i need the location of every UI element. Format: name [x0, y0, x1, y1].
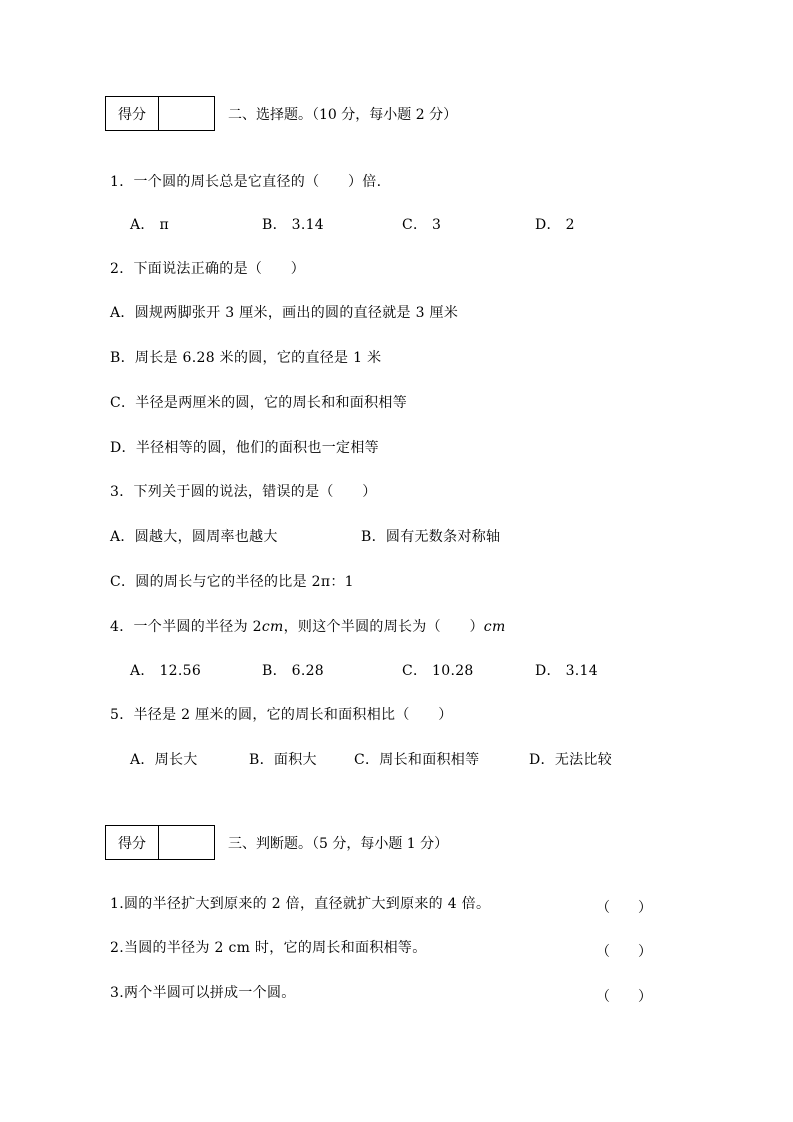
- score-box-section2: [105, 96, 215, 131]
- section2-title: 二、选择题。（10 分，每小题 2 分）: [228, 107, 458, 123]
- q3-option-c[interactable]: C．圆的周长与它的半径的比是 2π：1: [110, 574, 354, 590]
- q4-stem: [110, 620, 506, 634]
- q1-option-c[interactable]: C． 3: [402, 217, 442, 233]
- judge-item-1: 1.圆的半径扩大到原来的 2 倍，直径就扩大到原来的 4 倍。: [110, 896, 491, 912]
- score-label: 得分: [106, 97, 159, 130]
- q2-option-c[interactable]: C．半径是两厘米的圆，它的周长和和面积相等: [110, 395, 408, 411]
- q4-option-a[interactable]: A． 12.56: [130, 663, 202, 679]
- q4-option-c[interactable]: C． 10.28: [402, 663, 474, 679]
- q5-stem: 5．半径是 2 厘米的圆，它的周长和面积相比（ ）: [110, 707, 453, 723]
- q4-stem-pre: 4．一个半圆的半径为 2: [110, 619, 262, 635]
- judge-answer-3[interactable]: （ ）: [596, 989, 652, 1005]
- q2-stem: 2．下面说法正确的是（ ）: [110, 261, 306, 277]
- q4-option-b[interactable]: B． 6.28: [262, 663, 325, 679]
- q5-option-c[interactable]: C．周长和面积相等: [354, 752, 480, 768]
- score-blank[interactable]: [159, 826, 214, 859]
- score-blank[interactable]: [159, 97, 214, 130]
- q5-option-b[interactable]: B．面积大: [249, 752, 317, 768]
- q3-option-a[interactable]: A．圆越大，圆周率也越大: [110, 529, 278, 545]
- judge-answer-2[interactable]: （ ）: [596, 944, 652, 960]
- judge-answer-1[interactable]: （ ）: [596, 900, 652, 916]
- q2-option-d[interactable]: D．半径相等的圆，他们的面积也一定相等: [110, 440, 379, 456]
- q5-option-a[interactable]: A．周长大: [130, 752, 198, 768]
- q1-option-b[interactable]: B． 3.14: [262, 217, 325, 233]
- q3-stem: 3．下列关于圆的说法，错误的是（ ）: [110, 484, 377, 500]
- q4-option-d[interactable]: D． 3.14: [535, 663, 598, 679]
- q2-option-b[interactable]: B．周长是 6.28 米的圆，它的直径是 1 米: [110, 350, 382, 366]
- score-label: 得分: [106, 826, 159, 859]
- score-box-section3: [105, 825, 215, 860]
- q2-option-a[interactable]: A．圆规两脚张开 3 厘米，画出的圆的直径就是 3 厘米: [110, 305, 459, 321]
- judge-item-2: 2.当圆的半径为 2 cm 时，它的周长和面积相等。: [110, 940, 427, 956]
- q1-stem: 1．一个圆的周长总是它直径的（ ）倍.: [110, 174, 382, 190]
- q1-option-d[interactable]: D． 2: [535, 217, 575, 233]
- q4-unit: cm: [261, 619, 284, 635]
- q4-stem-mid: ，则这个半圆的周长为（ ）: [283, 619, 484, 635]
- section3-title: 三、判断题。（5 分，每小题 1 分）: [228, 836, 449, 852]
- q4-unit-end: cm: [483, 619, 506, 635]
- q1-option-a[interactable]: A． π: [130, 217, 169, 233]
- judge-item-3: 3.两个半圆可以拼成一个圆。: [110, 985, 296, 1001]
- q3-option-b[interactable]: B．圆有无数条对称轴: [361, 529, 501, 545]
- q5-option-d[interactable]: D．无法比较: [529, 752, 613, 768]
